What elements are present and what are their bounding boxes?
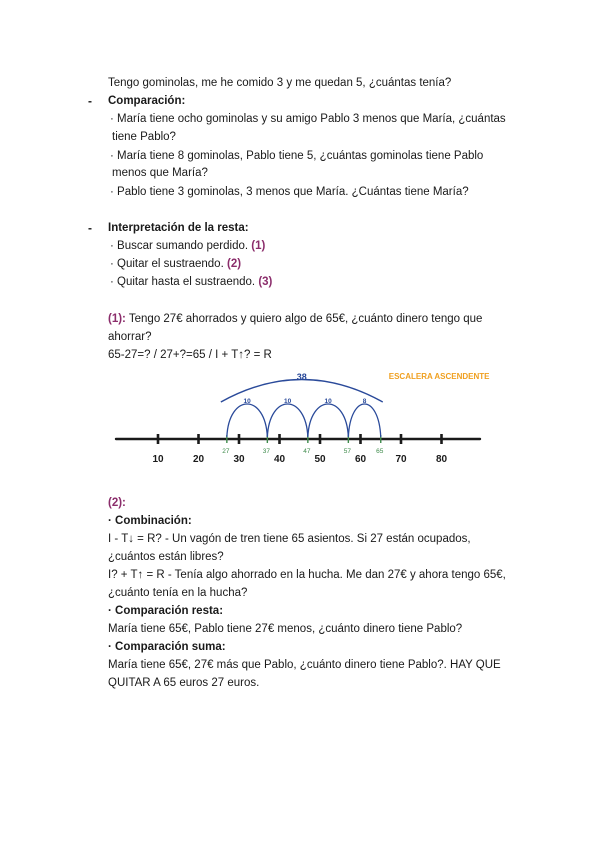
axis-tick-label: 60: [354, 454, 367, 465]
axis-tick-label: 50: [314, 454, 326, 465]
combinacion-line-2: ¿cuántos están libres?: [108, 551, 224, 563]
axis-tick-label: 20: [192, 454, 205, 465]
sec2-tag: (2):: [108, 497, 126, 509]
mark-label: 37: [262, 448, 270, 455]
bullet-dash: -: [88, 221, 92, 235]
comparacion-suma-line-1: María tiene 65€, 27€ más que Pablo, ¿cuánto dinero tiene Pablo?. HAY QUE: [108, 659, 501, 671]
comparacion-resta-heading: · Comparación resta:: [108, 605, 224, 617]
interpretacion-item-2: · Quitar el sustraendo. (2): [110, 258, 242, 270]
comparacion-example-2a: · María tiene 8 gominolas, Pablo tiene 5, ¿cuántas gominolas tiene Pablo: [110, 150, 484, 162]
interpretacion-item-3: · Quitar hasta el sustraendo. (3): [110, 276, 273, 288]
jump-label: 10: [243, 398, 251, 405]
escalera-annotation: ESCALERA ASCENDENTE: [388, 372, 490, 381]
mark-label: 65: [376, 448, 384, 455]
sec1-formula: 65-27=? / 27+?=65 / I + T↑? = R: [108, 349, 272, 361]
jump-label: 8: [362, 398, 367, 405]
axis-tick-label: 40: [273, 454, 286, 465]
axis-tick-label: 10: [152, 454, 164, 465]
sec1-problem-cont: ahorrar?: [108, 331, 152, 343]
bullet-dash: -: [88, 94, 92, 108]
comparacion-heading: Comparación:: [108, 95, 186, 107]
mark-label: 27: [222, 448, 230, 455]
mark-label: 57: [343, 448, 351, 455]
combinacion-heading: · Combinación:: [108, 515, 192, 527]
comparacion-resta-line: María tiene 65€, Pablo tiene 27€ menos, ¿cuánto dinero tiene Pablo?: [108, 623, 463, 635]
comparacion-suma-heading: · Comparación suma:: [108, 641, 226, 653]
combinacion-line-4: ¿cuánto tenía en la hucha?: [108, 587, 248, 599]
jump-label: 10: [324, 398, 332, 405]
jump-arc: [308, 404, 349, 437]
mark-label: 47: [303, 448, 311, 455]
interpretacion-heading: Interpretación de la resta:: [108, 222, 249, 234]
axis-tick-label: 70: [395, 454, 407, 465]
comparacion-example-1b: tiene Pablo?: [112, 131, 176, 143]
combinacion-line-1: I - T↓ = R? - Un vagón de tren tiene 65 asientos. Si 27 están ocupados,: [108, 533, 471, 545]
jump-label: 10: [283, 398, 292, 405]
total-jump-label: 38: [296, 372, 307, 382]
jump-arc: [267, 404, 308, 437]
axis-tick-label: 30: [233, 454, 245, 465]
comparacion-example-1a: · María tiene ocho gominolas y su amigo Pablo 3 menos que María, ¿cuántas: [110, 113, 506, 125]
number-line-chart: [112, 366, 492, 472]
intro-problem: Tengo gominolas, me he comido 3 y me quedan 5, ¿cuántas tenía?: [108, 77, 452, 89]
sec1-problem: (1): Tengo 27€ ahorrados y quiero algo de 65€, ¿cuánto dinero tengo que: [108, 313, 483, 325]
comparacion-example-2b: menos que María?: [112, 167, 208, 179]
interpretacion-item-1: · Buscar sumando perdido. (1): [110, 240, 266, 252]
jump-arc: [227, 404, 268, 437]
jump-arc: [348, 404, 380, 437]
combinacion-line-3: I? + T↑ = R - Tenía algo ahorrado en la hucha. Me dan 27€ y ahora tengo 65€,: [108, 569, 506, 581]
axis-tick-label: 80: [435, 454, 448, 465]
comparacion-suma-line-2: QUITAR A 65 euros 27 euros.: [108, 677, 260, 689]
comparacion-example-3: · Pablo tiene 3 gominolas, 3 menos que María. ¿Cuántas tiene María?: [110, 186, 469, 198]
